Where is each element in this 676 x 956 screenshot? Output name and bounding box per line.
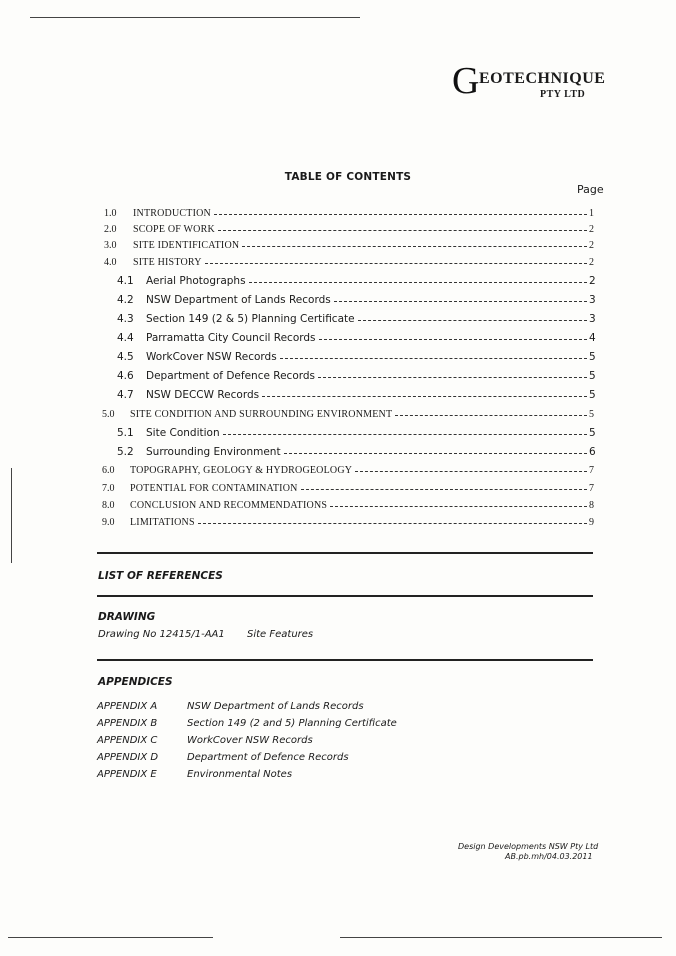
toc-entry-number: 5.0 xyxy=(102,409,115,420)
toc-leader-dots xyxy=(301,489,587,490)
section-divider xyxy=(97,552,593,554)
toc-entry xyxy=(0,409,676,425)
toc-entry xyxy=(0,313,676,329)
toc-entry-page: 3 xyxy=(589,313,596,325)
toc-entry-page: 5 xyxy=(589,389,596,401)
toc-entry-title: SITE CONDITION AND SURROUNDING ENVIRONMENT xyxy=(130,409,393,420)
logo-suffix: PTY LTD xyxy=(540,89,586,100)
toc-entry xyxy=(0,294,676,310)
toc-leader-dots xyxy=(223,434,587,435)
toc-entry-number: 5.2 xyxy=(117,446,134,458)
toc-leader-dots xyxy=(358,320,587,321)
toc-entry-page: 7 xyxy=(589,483,594,494)
toc-entry xyxy=(0,517,676,533)
toc-entry-number: 8.0 xyxy=(102,500,115,511)
toc-leader-dots xyxy=(249,282,587,283)
section-divider xyxy=(97,595,593,597)
toc-entry xyxy=(0,332,676,348)
toc-leader-dots xyxy=(284,453,587,454)
toc-title: TABLE OF CONTENTS xyxy=(284,171,412,183)
toc-entry-title: NSW Department of Lands Records xyxy=(146,294,331,306)
toc-leader-dots xyxy=(319,339,587,340)
toc-entry-number: 4.5 xyxy=(117,351,134,363)
toc-entry-number: 4.2 xyxy=(117,294,134,306)
scan-edge-line xyxy=(8,937,213,938)
footer-reference: AB.pb.mh/04.03.2011 xyxy=(505,852,593,861)
toc-entry xyxy=(0,257,676,273)
toc-entry-page: 2 xyxy=(589,257,594,268)
toc-entry-number: 4.4 xyxy=(117,332,134,344)
appendix-title: Environmental Notes xyxy=(187,769,293,780)
toc-entry-number: 7.0 xyxy=(102,483,115,494)
toc-entry-page: 2 xyxy=(589,275,596,287)
toc-leader-dots xyxy=(355,471,587,472)
toc-entry-page: 4 xyxy=(589,332,596,344)
toc-leader-dots xyxy=(330,506,587,507)
toc-entry xyxy=(0,224,676,240)
appendix-label: APPENDIX A xyxy=(97,701,158,712)
toc-entry-number: 2.0 xyxy=(104,224,117,235)
toc-entry xyxy=(0,483,676,499)
toc-entry-title: NSW DECCW Records xyxy=(146,389,260,401)
toc-entry xyxy=(0,275,676,291)
logo-name: EOTECHNIQUE xyxy=(479,70,606,87)
toc-entry-number: 4.0 xyxy=(104,257,117,268)
toc-entry-title: Aerial Photographs xyxy=(146,275,246,287)
logo-initial: G xyxy=(452,60,480,102)
scan-edge-line xyxy=(340,937,662,938)
appendices-heading: APPENDICES xyxy=(98,676,173,688)
appendix-title: Section 149 (2 and 5) Planning Certificate xyxy=(187,718,397,729)
toc-entry-page: 5 xyxy=(589,351,596,363)
toc-entry-page: 5 xyxy=(589,370,596,382)
appendix-title: NSW Department of Lands Records xyxy=(187,701,364,712)
toc-entry-title: TOPOGRAPHY, GEOLOGY & HYDROGEOLOGY xyxy=(130,465,353,476)
toc-entry-page: 3 xyxy=(589,294,596,306)
references-heading: LIST OF REFERENCES xyxy=(98,570,223,582)
toc-entry-title: Department of Defence Records xyxy=(146,370,316,382)
appendix-label: APPENDIX E xyxy=(97,769,157,780)
toc-entry-number: 6.0 xyxy=(102,465,115,476)
toc-leader-dots xyxy=(214,214,587,215)
toc-entry-title: SCOPE OF WORK xyxy=(133,224,215,235)
appendix-label: APPENDIX D xyxy=(97,752,159,763)
toc-leader-dots xyxy=(242,246,587,247)
toc-entry-number: 4.3 xyxy=(117,313,134,325)
toc-leader-dots xyxy=(218,230,587,231)
toc-leader-dots xyxy=(262,396,587,397)
toc-entry xyxy=(0,446,676,462)
toc-leader-dots xyxy=(198,523,587,524)
toc-entry xyxy=(0,465,676,481)
toc-entry-number: 4.6 xyxy=(117,370,134,382)
toc-leader-dots xyxy=(318,377,587,378)
toc-entry-number: 4.7 xyxy=(117,389,134,401)
toc-entry-title: Site Condition xyxy=(146,427,220,439)
toc-entry-title: LIMITATIONS xyxy=(130,517,195,528)
toc-entry-page: 5 xyxy=(589,427,596,439)
toc-entry-number: 3.0 xyxy=(104,240,117,251)
toc-entry-title: Parramatta City Council Records xyxy=(146,332,316,344)
toc-entry-page: 2 xyxy=(589,224,594,235)
toc-entry-page: 7 xyxy=(589,465,594,476)
toc-entry-page: 9 xyxy=(589,517,594,528)
toc-entry xyxy=(0,427,676,443)
section-divider xyxy=(97,659,593,661)
footer-company: Design Developments NSW Pty Ltd xyxy=(458,842,599,851)
company-logo xyxy=(452,60,606,102)
toc-entry-number: 1.0 xyxy=(104,208,117,219)
toc-entry-title: Section 149 (2 & 5) Planning Certificate xyxy=(146,313,355,325)
toc-entry-page: 8 xyxy=(589,500,594,511)
toc-leader-dots xyxy=(280,358,587,359)
toc-entry-title: SITE IDENTIFICATION xyxy=(133,240,240,251)
toc-entry-page: 1 xyxy=(589,208,594,219)
toc-entry-title: POTENTIAL FOR CONTAMINATION xyxy=(130,483,298,494)
drawing-number: Drawing No 12415/1-AA1 xyxy=(98,629,225,640)
toc-entry-page: 2 xyxy=(589,240,594,251)
appendix-label: APPENDIX C xyxy=(97,735,158,746)
toc-entry-number: 4.1 xyxy=(117,275,134,287)
toc-entry-title: SITE HISTORY xyxy=(133,257,202,268)
toc-entry-number: 5.1 xyxy=(117,427,134,439)
toc-entry xyxy=(0,208,676,224)
drawing-heading: DRAWING xyxy=(98,611,156,623)
toc-entry xyxy=(0,240,676,256)
toc-entry-page: 5 xyxy=(589,409,594,420)
toc-entry xyxy=(0,351,676,367)
scan-edge-line xyxy=(30,17,360,18)
toc-leader-dots xyxy=(334,301,587,302)
appendix-label: APPENDIX B xyxy=(97,718,158,729)
toc-entry-title: CONCLUSION AND RECOMMENDATIONS xyxy=(130,500,328,511)
toc-entry xyxy=(0,389,676,405)
toc-leader-dots xyxy=(395,415,587,416)
toc-entry-title: INTRODUCTION xyxy=(133,208,211,219)
toc-entry-number: 9.0 xyxy=(102,517,115,528)
toc-entry-title: Surrounding Environment xyxy=(146,446,281,458)
toc-entry xyxy=(0,500,676,516)
toc-page-label: Page xyxy=(577,183,604,196)
toc-entry-page: 6 xyxy=(589,446,596,458)
drawing-title: Site Features xyxy=(247,629,314,640)
appendix-title: WorkCover NSW Records xyxy=(187,735,313,746)
toc-entry xyxy=(0,370,676,386)
toc-leader-dots xyxy=(205,263,587,264)
appendix-title: Department of Defence Records xyxy=(187,752,349,763)
toc-entry-title: WorkCover NSW Records xyxy=(146,351,277,363)
